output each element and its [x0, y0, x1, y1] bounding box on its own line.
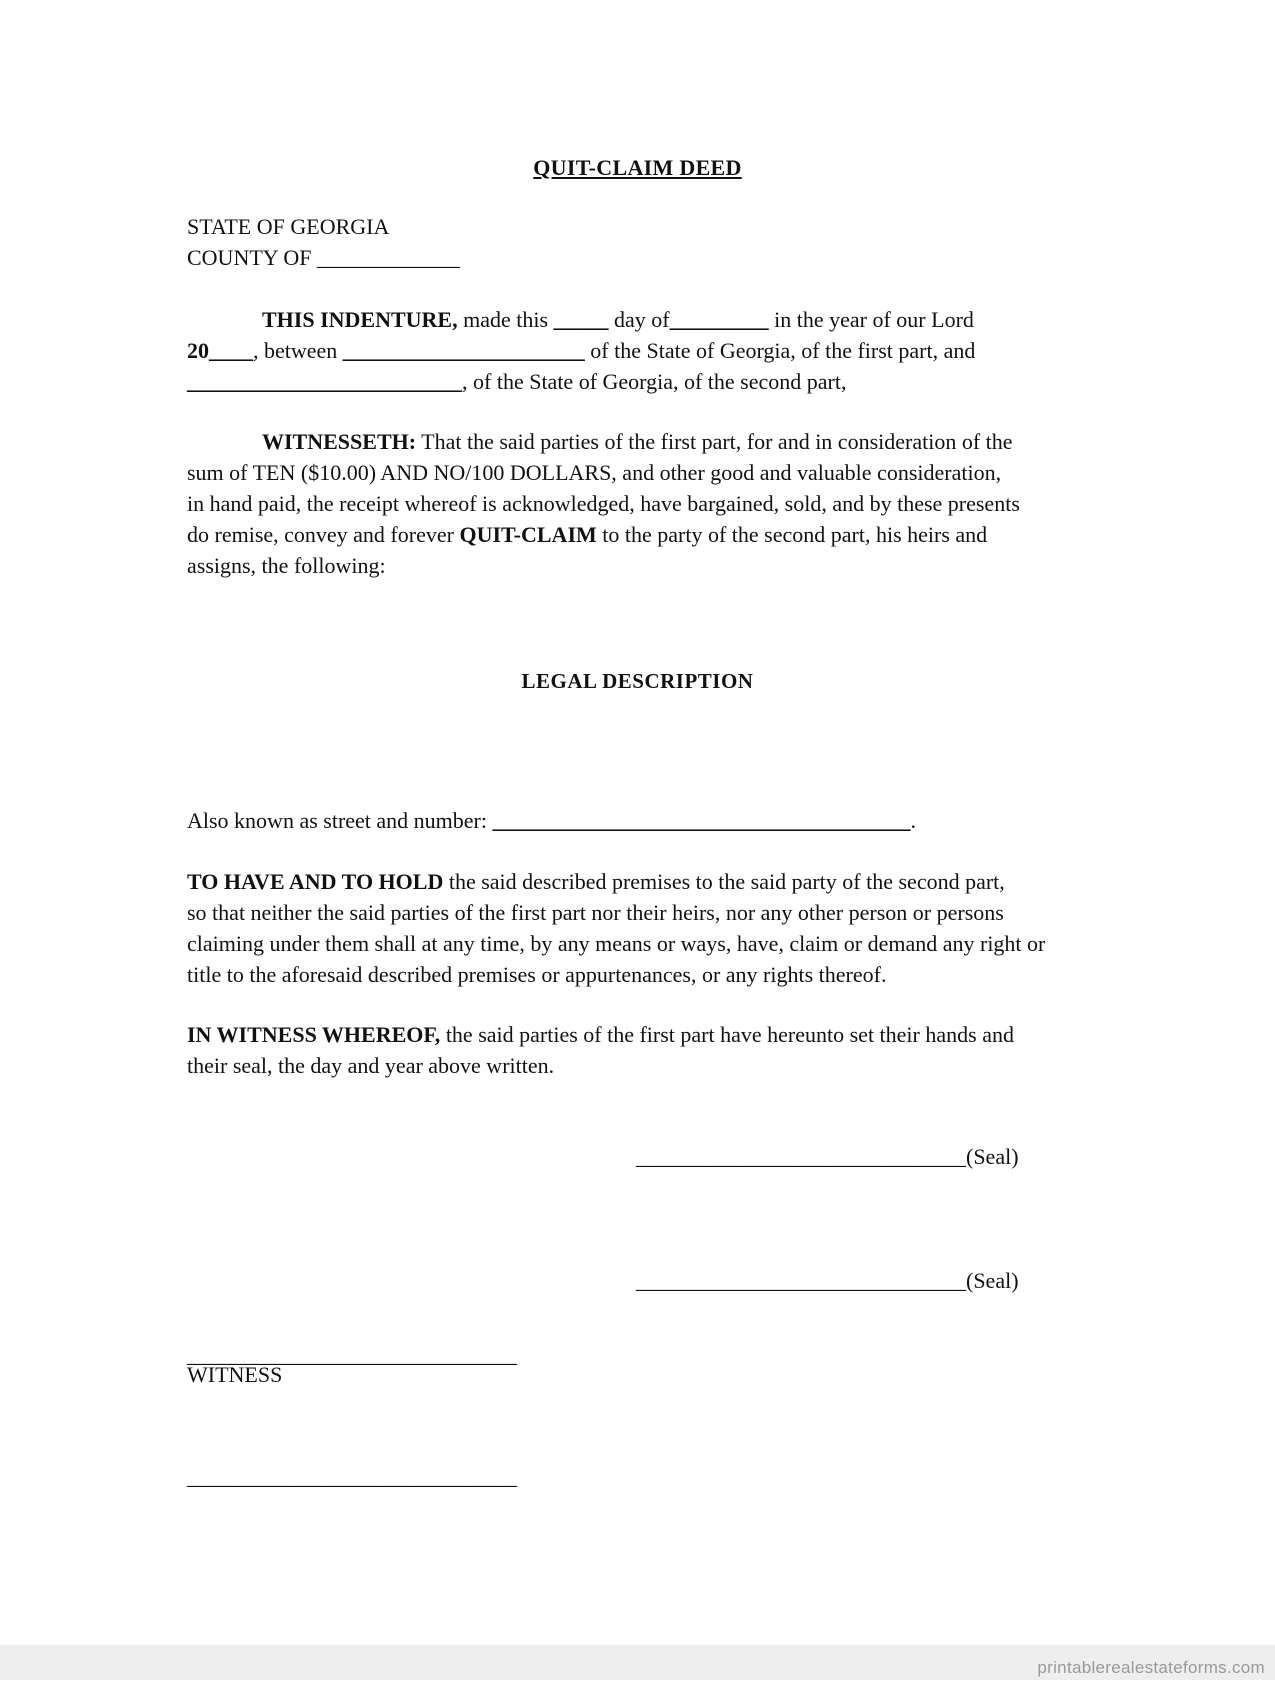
grantor-signature-line-2[interactable]: ______________________________(Seal) — [636, 1268, 1019, 1293]
footer-bar — [0, 1645, 1275, 1680]
grantor-signature-line-1[interactable]: ______________________________(Seal) — [636, 1144, 1019, 1169]
habendum-lead: TO HAVE AND TO HOLD — [187, 869, 444, 894]
witnesseth-paragraph: WITNESSETH: That the said parties of the first part, for and in consideration of the sum of TEN ($10.00) AND NO/100 DOLLARS, and other good and valuable consideration, in hand paid, the receipt whereof is acknowledged, have bargained, sold, and by these presents do remise, convey and forever QUIT-CLAIM to the party of the second part, his heirs and assigns, the following: — [187, 429, 1020, 578]
notary-signature-line[interactable]: ______________________________ — [187, 1464, 517, 1489]
state-line: STATE OF GEORGIA — [187, 214, 390, 239]
indenture-paragraph: THIS INDENTURE, made this _____ day of_________ in the year of our Lord 20____, between ______________________ of the State of Georgia, of the first part, and _________________________, of the State of Georgia, of the second part, — [187, 307, 976, 394]
witness-label: WITNESS — [187, 1362, 283, 1387]
street-address-line: Also known as street and number: ______________________________________. — [187, 808, 916, 833]
indenture-lead: THIS INDENTURE, — [262, 307, 458, 332]
year-blank[interactable]: ____ — [209, 338, 253, 363]
second-party-blank[interactable]: _________________________ — [187, 369, 462, 394]
witness-signature-line[interactable]: ______________________________ — [187, 1342, 517, 1367]
venue-block — [187, 211, 1087, 273]
document-title: QUIT-CLAIM DEED — [533, 155, 742, 180]
first-party-blank[interactable]: ______________________ — [342, 338, 585, 363]
testimonium-lead: IN WITNESS WHEREOF, — [187, 1022, 441, 1047]
street-label: Also known as street and number: — [187, 808, 493, 833]
county-line: COUNTY OF _____________ — [187, 245, 460, 270]
watermark-text: printablerealestateforms.com — [1037, 1658, 1265, 1677]
habendum-paragraph: TO HAVE AND TO HOLD the said described premises to the said party of the second part, so that neither the said parties of the first part nor their heirs, nor any other person or persons claiming under them shall at any time, by any means or ways, have, claim or demand any right or title to the aforesaid described premises or appurtenances, or any rights thereof. — [187, 869, 1046, 987]
year-prefix: 20 — [187, 338, 209, 363]
street-address-blank[interactable]: ______________________________________ — [492, 808, 911, 833]
witnesseth-lead: WITNESSETH: — [262, 429, 417, 454]
day-blank[interactable]: _____ — [553, 307, 609, 332]
quit-claim-term: QUIT-CLAIM — [459, 522, 597, 547]
month-blank[interactable]: _________ — [669, 307, 769, 332]
testimonium-paragraph: IN WITNESS WHEREOF, the said parties of the first part have hereunto set their hands and their seal, the day and year above written. — [187, 1022, 1014, 1078]
legal-description-heading: LEGAL DESCRIPTION — [521, 669, 754, 693]
